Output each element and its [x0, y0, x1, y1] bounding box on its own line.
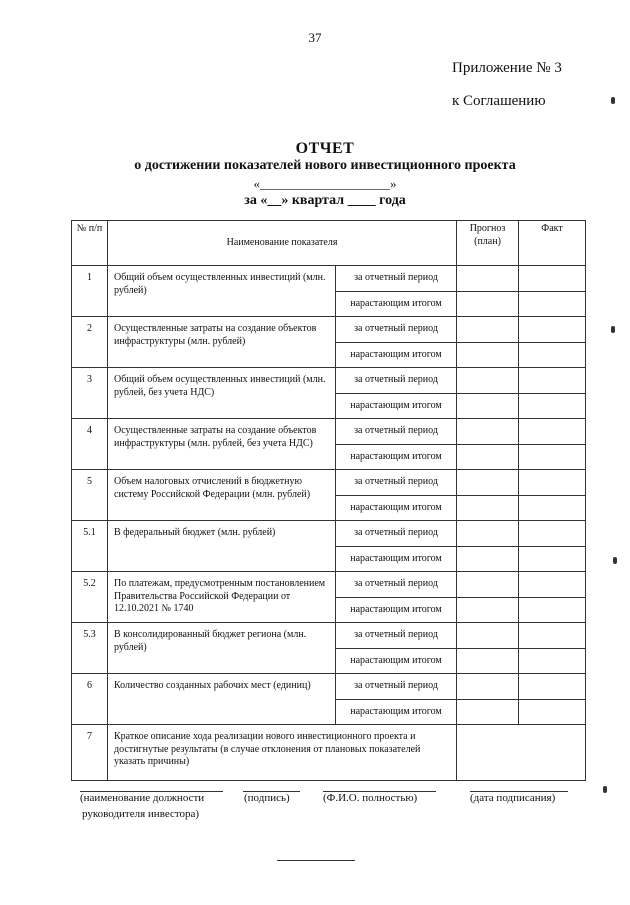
date-caption: (дата подписания): [470, 792, 556, 804]
period-label-reporting: за отчетный период: [336, 317, 457, 343]
forecast-cell: [457, 444, 519, 470]
period-label-cumulative: нарастающим итогом: [336, 546, 457, 572]
forecast-cell: [457, 393, 519, 419]
table-row: [72, 419, 586, 445]
forecast-cell: [457, 419, 519, 445]
project-name-placeholder: «____________________»: [253, 176, 397, 191]
forecast-cell: [457, 368, 519, 394]
forecast-cell: [457, 317, 519, 343]
fact-cell: [519, 342, 586, 368]
row-indicator-name: Объем налоговых отчислений в бюджетную систему Российской Федерации (млн. рублей): [108, 470, 336, 521]
row-number: 7: [72, 725, 108, 781]
table-row: [72, 572, 586, 598]
report-table: [71, 220, 586, 781]
report-subtitle: о достижении показателей нового инвестиционного проекта: [134, 158, 516, 173]
signature-caption: (подпись): [244, 792, 290, 804]
row-number: 5.2: [72, 572, 108, 623]
table-row: [72, 521, 586, 547]
row-number: 2: [72, 317, 108, 368]
row-indicator-name: Количество созданных рабочих мест (единиц): [108, 674, 336, 725]
row-indicator-name: По платежам, предусмотренным постановлением Правительства Российской Федерации от 12.10.2021 № 1740: [108, 572, 336, 623]
forecast-cell: [457, 699, 519, 725]
period-label-cumulative: нарастающим итогом: [336, 648, 457, 674]
fact-cell: [519, 317, 586, 343]
period-label-cumulative: нарастающим итогом: [336, 444, 457, 470]
row-number: 6: [72, 674, 108, 725]
row-number: 5: [72, 470, 108, 521]
fact-cell: [519, 674, 586, 700]
description-cell: [457, 725, 586, 781]
row-number: 3: [72, 368, 108, 419]
full-name-caption: (Ф.И.О. полностью): [323, 792, 418, 804]
fact-cell: [519, 597, 586, 623]
period-label-reporting: за отчетный период: [336, 368, 457, 394]
row-number: 1: [72, 266, 108, 317]
margin-mark: [613, 557, 617, 564]
forecast-cell: [457, 648, 519, 674]
agreement-label: к Соглашению: [452, 93, 546, 109]
table-row: [72, 266, 586, 292]
period-label-cumulative: нарастающим итогом: [336, 342, 457, 368]
fact-cell: [519, 419, 586, 445]
position-caption-line-2: руководителя инвестора): [82, 808, 200, 820]
forecast-cell: [457, 546, 519, 572]
fact-cell: [519, 368, 586, 394]
period-label-reporting: за отчетный период: [336, 419, 457, 445]
report-title: ОТЧЕТ: [295, 140, 355, 157]
row-indicator-name: В федеральный бюджет (млн. рублей): [108, 521, 336, 572]
period-label-cumulative: нарастающим итогом: [336, 393, 457, 419]
row-indicator-name: В консолидированный бюджет региона (млн. рублей): [108, 623, 336, 674]
period-label-cumulative: нарастающим итогом: [336, 699, 457, 725]
fact-cell: [519, 546, 586, 572]
margin-mark: [611, 326, 615, 333]
appendix-label: Приложение № 3: [452, 60, 562, 76]
position-caption: (наименование должности: [80, 792, 205, 804]
fact-cell: [519, 495, 586, 521]
row-indicator-name: Краткое описание хода реализации нового инвестиционного проекта и достигнутые результаты (в случае отклонения от плановых показателей указать причины): [108, 725, 457, 781]
forecast-cell: [457, 342, 519, 368]
period-label-reporting: за отчетный период: [336, 623, 457, 649]
page-number: 37: [308, 30, 322, 45]
header-number: № п/п: [72, 221, 108, 266]
forecast-cell: [457, 470, 519, 496]
fact-cell: [519, 521, 586, 547]
table-row: [72, 470, 586, 496]
table-row-description: [72, 725, 586, 781]
forecast-cell: [457, 674, 519, 700]
fact-cell: [519, 393, 586, 419]
forecast-cell: [457, 623, 519, 649]
fact-cell: [519, 623, 586, 649]
margin-mark: [611, 97, 615, 104]
fact-cell: [519, 699, 586, 725]
forecast-cell: [457, 266, 519, 292]
footer-line: [277, 860, 355, 861]
fact-cell: [519, 648, 586, 674]
fact-cell: [519, 444, 586, 470]
row-indicator-name: Общий объем осуществленных инвестиций (млн. рублей): [108, 266, 336, 317]
header-forecast: Прогноз (план): [457, 221, 519, 266]
period-label-cumulative: нарастающим итогом: [336, 291, 457, 317]
row-indicator-name: Осуществленные затраты на создание объектов инфраструктуры (млн. рублей, без учета НДС): [108, 419, 336, 470]
table-header-row: [72, 221, 586, 266]
row-indicator-name: Осуществленные затраты на создание объектов инфраструктуры (млн. рублей): [108, 317, 336, 368]
forecast-cell: [457, 572, 519, 598]
period-label-reporting: за отчетный период: [336, 266, 457, 292]
fact-cell: [519, 266, 586, 292]
forecast-cell: [457, 597, 519, 623]
period-label-reporting: за отчетный период: [336, 674, 457, 700]
fact-cell: [519, 572, 586, 598]
period-label-cumulative: нарастающим итогом: [336, 495, 457, 521]
table-row: [72, 368, 586, 394]
table-row: [72, 674, 586, 700]
period-label-reporting: за отчетный период: [336, 521, 457, 547]
period-label-reporting: за отчетный период: [336, 572, 457, 598]
row-number: 5.3: [72, 623, 108, 674]
forecast-cell: [457, 495, 519, 521]
forecast-cell: [457, 291, 519, 317]
header-fact: Факт: [519, 221, 586, 266]
margin-mark: [603, 786, 607, 793]
header-indicator: Наименование показателя: [108, 221, 457, 266]
quarter-line: за «__» квартал ____ года: [244, 193, 406, 208]
forecast-cell: [457, 521, 519, 547]
row-indicator-name: Общий объем осуществленных инвестиций (млн. рублей, без учета НДС): [108, 368, 336, 419]
table-row: [72, 623, 586, 649]
row-number: 4: [72, 419, 108, 470]
fact-cell: [519, 291, 586, 317]
period-label-cumulative: нарастающим итогом: [336, 597, 457, 623]
row-number: 5.1: [72, 521, 108, 572]
period-label-reporting: за отчетный период: [336, 470, 457, 496]
table-row: [72, 317, 586, 343]
fact-cell: [519, 470, 586, 496]
